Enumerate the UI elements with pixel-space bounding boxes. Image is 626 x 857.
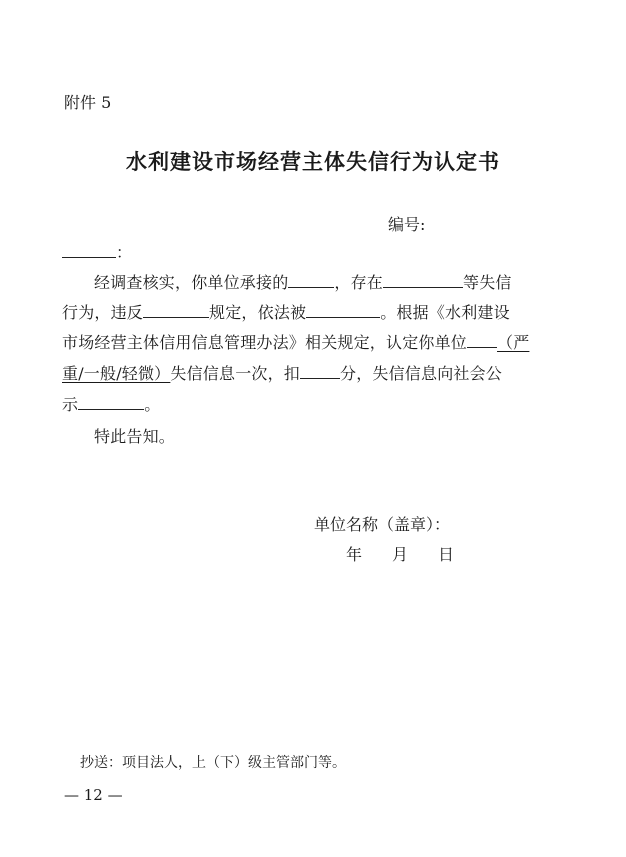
- behavior-blank: [383, 273, 463, 288]
- body-text: 经调查核实，你单位承接的: [94, 273, 289, 292]
- signature-label: 单位名称（盖章）：: [314, 515, 451, 534]
- body-text: 行为，违反: [62, 303, 144, 322]
- date-line: [346, 542, 454, 565]
- body-line-4: [62, 361, 502, 384]
- body-text: 规定，依法被: [209, 303, 307, 322]
- date-year: 年: [346, 545, 363, 564]
- body-text: ，存在: [334, 273, 384, 292]
- recipient-blank: [62, 243, 116, 258]
- recipient-line: [62, 240, 132, 263]
- body-text: 示: [62, 395, 79, 414]
- body-text: 市场经营主体信用信息管理办法》相关规定，认定你单位: [62, 333, 468, 352]
- page-number: — 12 —: [64, 786, 123, 804]
- body-text: 。根据《水利建设: [380, 303, 510, 322]
- date-day: 日: [438, 545, 455, 564]
- project-blank: [288, 273, 334, 288]
- cc-line: 抄送：项目法人，上（下）级主管部门等。: [80, 755, 346, 771]
- body-text: 等失信: [463, 273, 512, 292]
- body-line-3: [62, 330, 529, 353]
- penalty-blank: [306, 303, 380, 318]
- date-month: 月: [392, 545, 409, 564]
- document-title: 水利建设市场经营主体失信行为认定书: [126, 149, 500, 174]
- document-number-label: 编号:: [388, 215, 426, 234]
- closing-line: 特此告知。: [94, 427, 176, 446]
- severity-options: 重/一般/轻微）: [62, 364, 171, 383]
- attachment-label: 附件 5: [64, 93, 112, 112]
- regulation-blank: [143, 303, 209, 318]
- body-text: 。: [144, 395, 161, 414]
- body-text: 失信信息一次，扣: [170, 364, 300, 383]
- body-line-5: [62, 392, 160, 415]
- body-line-1: [94, 270, 512, 293]
- publicity-blank: [78, 395, 144, 410]
- body-text: 分，失信信息向社会公: [340, 364, 503, 383]
- severity-blank: [467, 333, 497, 348]
- body-line-2: [62, 300, 510, 323]
- recipient-colon: ：: [116, 243, 133, 262]
- points-blank: [300, 364, 340, 379]
- severity-options-start: （严: [497, 333, 530, 352]
